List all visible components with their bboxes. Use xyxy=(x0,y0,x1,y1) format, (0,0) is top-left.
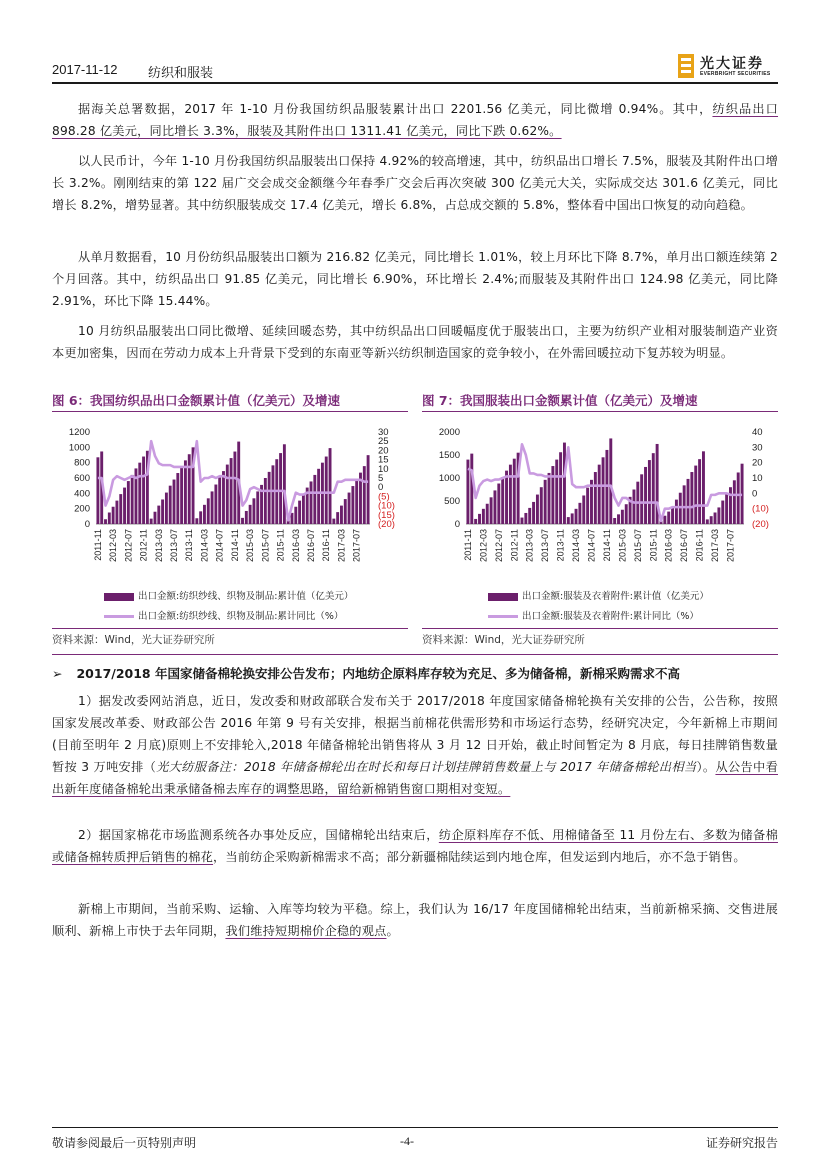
bar xyxy=(180,467,183,525)
figure-6-title: 图 6：我国纺织品出口金额累计值（亿美元）及增速 xyxy=(52,393,341,408)
bar xyxy=(536,495,539,524)
bar xyxy=(567,517,570,524)
legend-swatch-line xyxy=(104,615,134,618)
left-axis-tick: 1000 xyxy=(438,473,460,484)
bar xyxy=(582,495,585,524)
header-divider xyxy=(52,82,778,84)
bar xyxy=(351,486,354,524)
paragraph-2: 以人民币计，今年 1-10 月份我国纺织品服装出口保持 4.92%的较高增速，其中，纺织品出口增长 7.5%，服装及其附件出口增长 3.2%。刚刚结束的第 122 届广交会成交金额继今年春季广交会后再次突破 300 亿美元大关，实际成交达 301.6 亿美元，同比增长 8.2%，增势显著。其中纺织服装成交 17.4 亿美元，增长 6.8%，占总成交额的 5.8%，整体看中国出口恢复的动向趋稳。 xyxy=(52,154,778,212)
figure-6-source: 资料来源：Wind，光大证券研究所 xyxy=(52,634,215,646)
legend-item-line xyxy=(104,608,343,622)
bar xyxy=(173,480,176,524)
x-axis-tick: 2015-03 xyxy=(617,529,628,563)
paragraph-1-text: 据海关总署数据，2017 年 1-10 月份我国纺织品服装累计出口 2201.56 亿美元，同比微增 0.94%。其中， xyxy=(78,102,713,116)
bar xyxy=(528,508,531,524)
bar xyxy=(329,448,332,524)
bar xyxy=(474,519,477,524)
bar xyxy=(613,518,616,524)
right-axis-tick: 25 xyxy=(378,436,389,448)
bar xyxy=(199,511,202,524)
x-axis-tick: 2017-07 xyxy=(725,529,736,563)
left-axis-tick: 1000 xyxy=(68,442,90,454)
everbright-logo xyxy=(678,52,778,82)
bar xyxy=(249,505,252,524)
bar xyxy=(505,471,508,524)
bar xyxy=(690,472,693,524)
bar xyxy=(559,452,562,524)
bar xyxy=(632,490,635,525)
x-axis-tick: 2014-03 xyxy=(571,529,582,563)
bar xyxy=(648,460,651,524)
bar xyxy=(486,504,489,524)
left-axis-tick: 1500 xyxy=(438,450,460,461)
bar xyxy=(571,513,574,524)
right-axis-tick: 0 xyxy=(378,482,384,494)
x-axis-tick: 2016-11 xyxy=(694,529,705,562)
legend-label-bar: 出口金额:服装及衣着附件:累计值（亿美元） xyxy=(522,591,709,602)
bar xyxy=(119,494,122,524)
legend-swatch-bar xyxy=(488,593,518,601)
bar xyxy=(131,475,134,524)
x-axis-tick: 2014-07 xyxy=(214,529,225,563)
x-axis-tick: 2016-11 xyxy=(321,529,332,562)
bar xyxy=(490,497,493,524)
bar xyxy=(184,460,187,524)
x-axis-tick: 2011-11 xyxy=(462,529,473,561)
bar xyxy=(108,513,111,525)
section-paragraph-2-text: 2）据国家棉花市场监测系统各办事处反应，国储棉轮出结束后， xyxy=(78,828,439,842)
bar xyxy=(544,480,547,524)
left-axis-tick: 600 xyxy=(74,473,90,484)
bar xyxy=(340,506,343,524)
bar xyxy=(104,519,107,524)
x-axis-tick: 2015-03 xyxy=(245,529,256,563)
bar xyxy=(625,504,628,524)
x-axis-tick: 2017-03 xyxy=(336,529,347,563)
bar xyxy=(214,485,217,524)
x-axis-tick: 2012-03 xyxy=(478,529,489,563)
x-axis-tick: 2011-11 xyxy=(92,529,103,561)
bar xyxy=(222,471,225,524)
arrow-bullet-icon: ➢ xyxy=(52,666,63,681)
x-axis-tick: 2015-11 xyxy=(648,529,659,562)
bar xyxy=(268,472,271,524)
bar xyxy=(279,453,282,524)
x-axis-tick: 2016-07 xyxy=(306,529,317,563)
right-axis-tick: (10) xyxy=(378,500,395,512)
bar xyxy=(207,498,210,524)
right-axis-tick: 0 xyxy=(752,488,758,500)
analyst-note: 光大纺服备注：2018 年储备棉轮出在时长和每日计划挂牌销售数量上与 2017 年储备棉轮出相当 xyxy=(156,760,697,774)
footer-divider xyxy=(52,1127,778,1128)
left-axis-tick: 400 xyxy=(74,488,90,500)
section-paragraph-1-close: ）。 xyxy=(696,760,716,774)
x-axis-tick: 2016-03 xyxy=(663,529,674,563)
bar xyxy=(313,475,316,524)
footer-disclaimer: 敬请参阅最后一页特别声明 xyxy=(52,1136,197,1150)
bar xyxy=(195,518,198,524)
left-axis-tick: 2000 xyxy=(438,427,460,438)
bar xyxy=(256,491,259,524)
x-axis-tick: 2016-03 xyxy=(290,529,301,563)
bar xyxy=(563,443,566,524)
left-axis-tick: 0 xyxy=(454,519,460,530)
paragraph-3: 从单月数据看，10 月份纺织品服装出口额为 216.82 亿美元，同比增长 1.01%，较上月环比下降 8.7%，单月出口额连续第 2 个月回落。其中，纺织品出口 91.85 亿美元，同比增长 6.90%，环比增长 2.4%;而服装及其附件出口 124.98 亿美元，同比降 2.91%，环比下降 15.44%。 xyxy=(52,250,778,308)
bar xyxy=(157,506,160,524)
x-axis-tick: 2012-11 xyxy=(138,529,149,562)
bar xyxy=(332,519,335,524)
bar xyxy=(482,509,485,524)
bar xyxy=(578,503,581,524)
bar xyxy=(310,481,313,524)
bar xyxy=(355,480,358,524)
figure-6-top-rule xyxy=(52,411,408,412)
bar xyxy=(493,490,496,524)
bar xyxy=(127,481,130,524)
bar xyxy=(226,465,229,524)
figure-7-top-rule xyxy=(422,411,778,412)
left-axis-tick: 200 xyxy=(74,503,90,515)
bar xyxy=(548,473,551,524)
section-divider xyxy=(52,654,778,655)
left-axis-tick: 0 xyxy=(84,519,90,530)
right-axis-tick: 20 xyxy=(378,445,389,457)
section-paragraph-1 xyxy=(52,690,778,800)
bar xyxy=(524,513,527,524)
bar xyxy=(540,487,543,524)
right-axis-tick: 10 xyxy=(378,463,389,475)
right-axis-tick: 30 xyxy=(378,427,389,438)
bar xyxy=(710,516,713,524)
x-axis-tick: 2017-03 xyxy=(710,529,721,563)
bar xyxy=(245,511,248,524)
header-industry: 纺织和服装 xyxy=(148,66,214,81)
bar xyxy=(617,514,620,524)
bar xyxy=(264,478,267,524)
bar xyxy=(609,438,612,524)
bar xyxy=(336,512,339,524)
bar xyxy=(138,463,141,524)
bar xyxy=(154,512,157,524)
bar xyxy=(575,509,578,524)
figure-7-bottom-rule xyxy=(422,628,778,629)
bar xyxy=(675,500,678,524)
bar xyxy=(230,458,233,524)
bar xyxy=(667,512,670,524)
bar xyxy=(706,519,709,524)
x-axis-tick: 2015-07 xyxy=(260,529,271,563)
x-axis-tick: 2012-07 xyxy=(493,529,504,563)
x-axis-tick: 2014-11 xyxy=(229,529,240,562)
legend-label-line: 出口金额:服装及衣着附件:累计同比（%） xyxy=(522,611,699,622)
right-axis-tick: 15 xyxy=(378,454,389,466)
section-heading xyxy=(52,664,778,682)
bar xyxy=(325,457,328,524)
header-date: 2017-11-12 xyxy=(52,62,118,77)
bar xyxy=(298,501,301,524)
bar xyxy=(294,507,297,524)
bar xyxy=(348,493,351,524)
paragraph-1-highlight: 纺织品出口 898.28 亿美元，同比增长 3.3%，服装及其附件出口 1311.41 亿美元，同比下跌 0.62%。 xyxy=(52,102,779,138)
x-axis-tick: 2016-07 xyxy=(679,529,690,563)
bar xyxy=(663,516,666,524)
left-axis-tick: 1200 xyxy=(68,427,90,438)
bar xyxy=(478,514,481,524)
x-axis-tick: 2015-07 xyxy=(632,529,643,563)
x-axis-tick: 2012-11 xyxy=(509,529,520,562)
logo-mark-icon xyxy=(678,54,694,78)
x-axis-tick: 2017-07 xyxy=(351,529,362,563)
legend-swatch-line xyxy=(488,615,518,618)
bar xyxy=(729,487,732,524)
legend-swatch-bar xyxy=(104,593,134,601)
figure-6-bottom-rule xyxy=(52,628,408,629)
bar xyxy=(115,501,118,524)
bar xyxy=(598,465,601,524)
bar xyxy=(344,499,347,524)
bar xyxy=(317,469,320,524)
bar xyxy=(509,465,512,524)
bar xyxy=(714,513,717,525)
paragraph-1 xyxy=(52,98,778,142)
bar xyxy=(594,472,597,524)
bar xyxy=(602,457,605,524)
left-axis-tick: 500 xyxy=(444,496,460,507)
paragraph-4: 10 月纺织品服装出口同比微增、延续回暖态势，其中纺织品出口回暖幅度优于服装出口，主要为纺织产业相对服装制造产业资本更加密集，因而在劳动力成本上升背景下受到的东南亚等新兴纺织制造国家的竞争较小，在外需回暖拉动下复苏较为明显。 xyxy=(52,324,778,360)
right-axis-tick: 10 xyxy=(752,473,763,484)
bar xyxy=(521,518,524,524)
page-number: -4- xyxy=(400,1134,414,1148)
x-axis-tick: 2013-11 xyxy=(555,529,566,562)
bar xyxy=(644,467,647,524)
bar xyxy=(123,488,126,524)
bar xyxy=(551,466,554,524)
right-axis-tick: 30 xyxy=(752,442,763,454)
section-paragraph-3-highlight: 我们维持短期棉价企稳的观点 xyxy=(225,924,387,938)
legend-label-bar: 出口金额:纺织纱线、织物及制品:累计值（亿美元） xyxy=(138,591,354,602)
bar xyxy=(721,501,724,524)
section-paragraph-3-text: 新棉上市期间，当前采购、运输、入库等均较为平稳。综上，我们认为 16/17 年度国储棉轮出结束，当前新棉采摘、交售进展顺利、新棉上市快于去年同期， xyxy=(52,902,778,938)
section-paragraph-1-text: 1）据发改委网站消息，近日，发改委和财政部联合发布关于 2017/2018 年度国家储备棉轮换有关安排的公告，公告称，按照国家发展改革委、财政部公告 2016 年第 9 号有关安排，根据当前棉花供需形势和市场运行态势，经研究决定，今年新棉上市期间(目前至明年 2 月底)原则上不安排轮入,2018 年储备棉轮出销售将从 3 月 12 日开始，截止时间暂定为 8 月底，每日挂牌销售数量暂按 3 万吨安排（ xyxy=(52,694,778,774)
logo-text-cn: 光大证券 xyxy=(700,56,764,72)
x-axis-tick: 2013-11 xyxy=(184,529,195,562)
x-axis-tick: 2014-03 xyxy=(199,529,210,563)
bar xyxy=(694,466,697,524)
figure-7-source: 资料来源：Wind，光大证券研究所 xyxy=(422,634,585,646)
bar xyxy=(501,477,504,524)
section-paragraph-3 xyxy=(52,898,778,942)
left-axis-tick: 800 xyxy=(74,457,90,469)
bar xyxy=(640,474,643,524)
bar xyxy=(725,494,728,524)
section-heading-text: 2017/2018 年国家储备棉轮换安排公告发布；内地纺企原料库存较为充足、多为储备棉，新棉采购需求不高 xyxy=(76,666,680,681)
bar xyxy=(233,452,236,524)
bar xyxy=(683,485,686,524)
right-axis-tick: (10) xyxy=(752,503,769,515)
figure-7-title: 图 7：我国服装出口金额累计值（亿美元）及增速 xyxy=(422,393,698,408)
section-paragraph-2-tail: ，当前纺企采购新棉需求不高；部分新疆棉陆续运到内地仓库，但发运到内地后，亦不急于销售。 xyxy=(213,850,746,864)
right-axis-tick: 40 xyxy=(752,427,763,438)
bar xyxy=(112,507,115,524)
section-paragraph-3-tail: 。 xyxy=(386,924,399,938)
right-axis-tick: (20) xyxy=(378,519,395,530)
x-axis-tick: 2015-11 xyxy=(275,529,286,562)
footer-report-type: 证券研究报告 xyxy=(705,1136,778,1150)
bar xyxy=(363,466,366,524)
bar xyxy=(302,494,305,524)
bar xyxy=(241,518,244,524)
bar xyxy=(555,460,558,524)
bar xyxy=(367,455,370,524)
right-axis-tick: (20) xyxy=(752,519,769,530)
bar xyxy=(698,459,701,524)
section-paragraph-2 xyxy=(52,824,778,868)
logo-text-en: EVERBRIGHT SECURITIES xyxy=(700,71,771,77)
x-axis-tick: 2013-07 xyxy=(169,529,180,563)
bar xyxy=(737,472,740,524)
bar xyxy=(687,479,690,524)
figure-6-chart xyxy=(52,418,408,626)
bar xyxy=(161,499,164,524)
bar xyxy=(272,465,275,524)
figure-7-chart xyxy=(422,418,778,626)
bar xyxy=(702,451,705,524)
bar xyxy=(176,473,179,524)
right-axis-tick: 20 xyxy=(752,457,763,469)
x-axis-tick: 2014-11 xyxy=(601,529,612,562)
x-axis-tick: 2013-03 xyxy=(153,529,164,563)
bar xyxy=(733,480,736,524)
x-axis-tick: 2012-03 xyxy=(108,529,119,563)
bar xyxy=(513,459,516,524)
legend-item-bar xyxy=(488,588,709,602)
x-axis-tick: 2013-03 xyxy=(524,529,535,563)
legend-item-line xyxy=(488,608,699,622)
right-axis-tick: (15) xyxy=(378,509,395,521)
bar xyxy=(96,457,99,524)
bar xyxy=(203,505,206,524)
bar xyxy=(188,454,191,524)
bar xyxy=(470,454,473,524)
bar xyxy=(586,488,589,524)
right-axis-tick: (5) xyxy=(378,491,390,503)
bar xyxy=(211,491,214,524)
right-axis-tick: 5 xyxy=(378,473,384,484)
x-axis-tick: 2013-07 xyxy=(540,529,551,563)
section-paragraph-1-highlight: 从公告中看出新年度储备棉轮出秉承储备棉去库存的调整思路，留给新棉销售窗口期相对变短。 xyxy=(52,760,778,796)
bar xyxy=(717,507,720,524)
bar xyxy=(532,502,535,524)
bar xyxy=(150,519,153,524)
bar xyxy=(652,453,655,524)
bar xyxy=(621,510,624,524)
x-axis-tick: 2012-07 xyxy=(123,529,134,563)
bar xyxy=(218,478,221,524)
bar xyxy=(283,444,286,524)
section-paragraph-2-highlight: 纺企原料库存不低、用棉储备至 11 月份左右、多数为储备棉或储备棉转质押后销售的棉花 xyxy=(52,828,778,864)
legend-label-line: 出口金额:纺织纱线、织物及制品:累计同比（%） xyxy=(138,611,344,622)
legend-item-bar xyxy=(104,588,353,602)
bar xyxy=(165,493,168,524)
bar xyxy=(671,507,674,524)
x-axis-tick: 2014-07 xyxy=(586,529,597,563)
bar xyxy=(142,457,145,524)
page-header xyxy=(52,52,778,82)
bar xyxy=(497,484,500,524)
bar xyxy=(252,498,255,524)
bar xyxy=(169,486,172,524)
